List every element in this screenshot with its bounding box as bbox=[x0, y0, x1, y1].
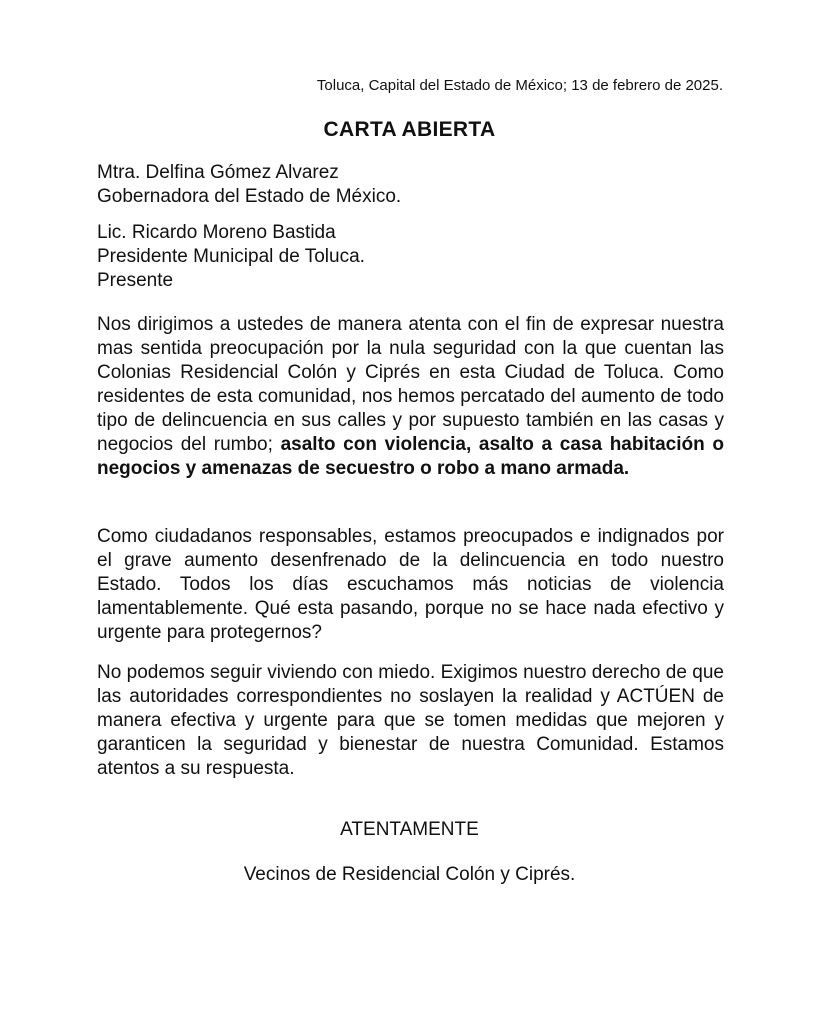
recipient-mayor bbox=[97, 221, 365, 293]
recipient-governor-name: Mtra. Delfina Gómez Alvarez bbox=[97, 162, 339, 183]
recipient-mayor-name: Lic. Ricardo Moreno Bastida bbox=[97, 222, 336, 243]
paragraph-1-bold-text: asalto con violencia, asalto a casa habitación o negocios y amenazas de secuestro o robo a mano armada. bbox=[97, 434, 724, 479]
paragraph-3: No podemos seguir viviendo con miedo. Exigimos nuestro derecho de que las autoridades correspondientes no soslayen la realidad y ACTÚEN de manera efectiva y urgente para que se tomen medidas que mejoren y garanticen la seguridad y bienestar de nuestra Comunidad. Estamos atentos a su respuesta. bbox=[97, 662, 724, 779]
recipient-governor bbox=[97, 161, 401, 209]
date-line: Toluca, Capital del Estado de México; 13 de febrero de 2025. bbox=[316, 77, 723, 94]
paragraph-1 bbox=[97, 313, 724, 481]
presente-line: Presente bbox=[97, 270, 174, 291]
signature-line: Vecinos de Residencial Colón y Ciprés. bbox=[243, 864, 576, 885]
paragraph-1-text: Nos dirigimos a ustedes de manera atenta con el fin de expresar nuestra mas sentida preocupación por la nula seguridad con la que cuentan las Colonias Residencial Colón y Ciprés en esta Ciudad de Toluca. Como residentes de esta comunidad, nos hemos percatado del aumento de todo tipo de delincuencia en sus calles y por supuesto también en las casas y negocios del rumbo; bbox=[97, 314, 724, 455]
recipient-governor-role: Gobernadora del Estado de México. bbox=[97, 186, 402, 207]
recipient-mayor-role: Presidente Municipal de Toluca. bbox=[97, 246, 365, 267]
closing-atentamente: ATENTAMENTE bbox=[340, 819, 479, 840]
paragraph-2: Como ciudadanos responsables, estamos preocupados e indignados por el grave aumento desenfrenado de la delincuencia en todo nuestro Estado. Todos los días escuchamos más noticias de violencia lamentablemente. Qué esta pasando, porque no se hace nada efectivo y urgente para protegernos? bbox=[97, 526, 724, 643]
letter-title: CARTA ABIERTA bbox=[323, 118, 496, 141]
